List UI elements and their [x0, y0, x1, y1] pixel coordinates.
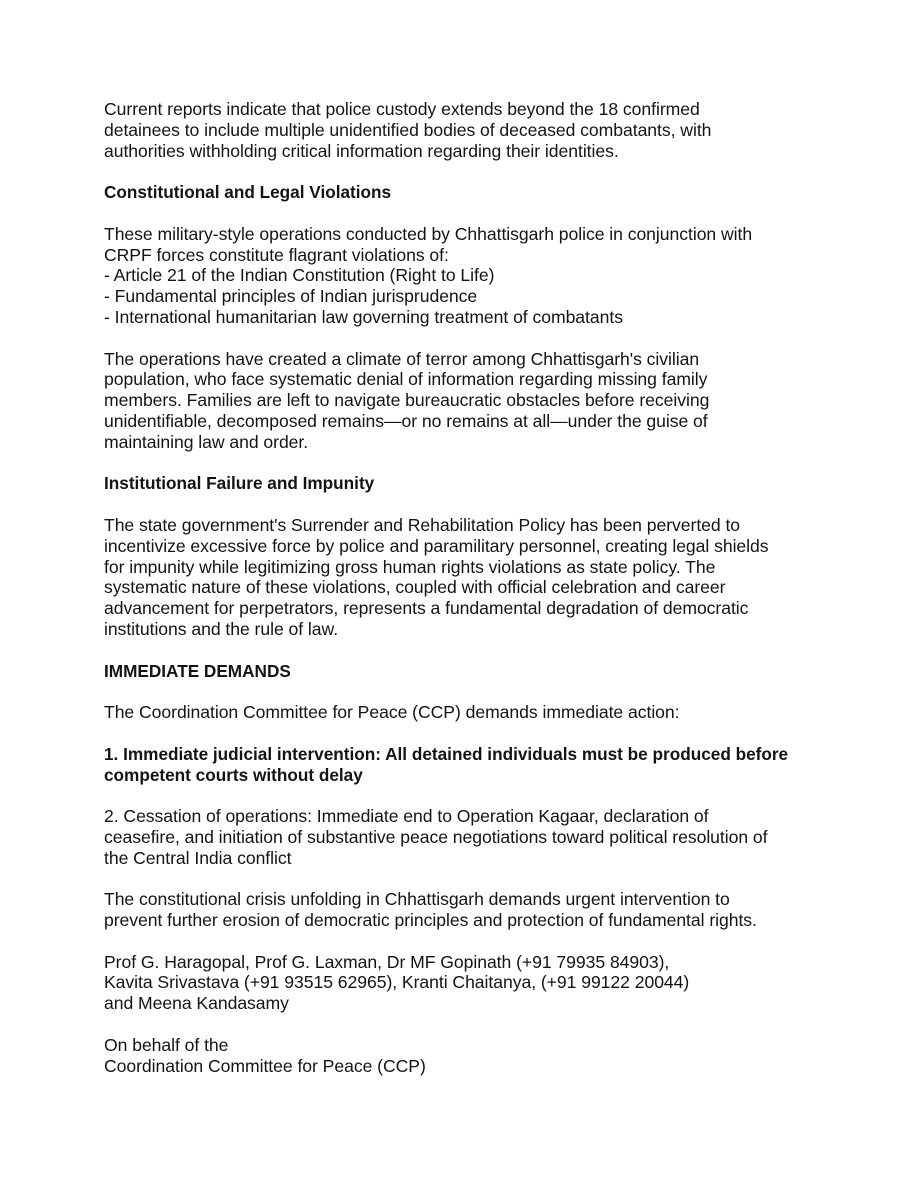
- impunity-paragraph: The state government's Surrender and Rehabilitation Policy has been perverted to incentivize excessive force by police and paramilitary personnel, creating legal shields for impunity while legitimizing gross human rights violations as state policy. The systematic nature of these violations, coupled with official celebration and career advancement for perpetrators, represents a fundamental degradation of democratic institutions and the rule of law.: [104, 514, 769, 639]
- impunity-heading: Institutional Failure and Impunity: [104, 473, 375, 494]
- demand-2: 2. Cessation of operations: Immediate end to Operation Kagaar, declaration of ceasefire, and initiation of substantive peace negotiations toward political resolution of the Central India conflict: [104, 806, 768, 868]
- closing-paragraph: The constitutional crisis unfolding in Chhattisgarh demands urgent intervention to prevent further erosion of democratic principles and protection of fundamental rights.: [104, 889, 757, 931]
- intro-paragraph: Current reports indicate that police custody extends beyond the 18 confirmed detainees to include multiple unidentified bodies of deceased combatants, with authorities withholding critical information regarding their identities.: [104, 99, 712, 161]
- demands-intro: The Coordination Committee for Peace (CCP) demands immediate action:: [104, 702, 680, 723]
- violations-heading: Constitutional and Legal Violations: [104, 182, 392, 203]
- demand-1: 1. Immediate judicial intervention: All detained individuals must be produced before competent courts without delay: [104, 743, 789, 785]
- sign-off: On behalf of the Coordination Committee for Peace (CCP): [104, 1034, 426, 1076]
- signatories: Prof G. Haragopal, Prof G. Laxman, Dr MF Gopinath (+91 79935 84903), Kavita Srivastava (+91 93515 62965), Kranti Chaitanya, (+91 99122 20044) and Meena Kandasamy: [104, 951, 690, 1014]
- terror-paragraph: The operations have created a climate of terror among Chhattisgarh's civilian population, who face systematic denial of information regarding missing family members. Families are left to navigate bureaucratic obstacles before receiving unidentifiable, decomposed remains—or no remains at all—under the guise of maintaining law and order.: [104, 348, 710, 452]
- violations-list-paragraph: These military-style operations conducted by Chhattisgarh police in conjunction with CRPF forces constitute flagrant violations of: - Article 21 of the Indian Constitution (Right to Life) - Fundamental principles of Indian jurisprudence - International humanitarian law governing treatment of combatants: [104, 223, 753, 327]
- demands-heading: IMMEDIATE DEMANDS: [104, 660, 291, 681]
